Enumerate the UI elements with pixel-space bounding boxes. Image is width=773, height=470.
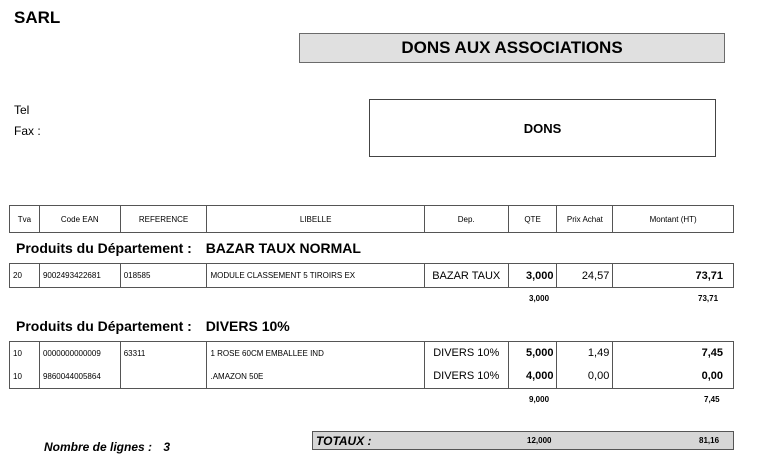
totals-label: TOTAUX :	[316, 434, 372, 448]
cell-dep: DIVERS 10%	[425, 342, 509, 364]
col-header-dep: Dep.	[425, 206, 509, 232]
table-header	[9, 205, 734, 233]
table-row	[10, 364, 733, 388]
cell-dep: BAZAR TAUX	[425, 264, 509, 287]
col-header-montant: Montant (HT)	[649, 214, 697, 224]
col-header-prix-achat: Prix Achat	[557, 206, 613, 232]
cell-libelle: MODULE CLASSEMENT 5 TIROIRS EX	[207, 264, 424, 287]
cell-ean: 0000000000009	[40, 342, 121, 364]
cell-qte: 3,000	[509, 264, 558, 287]
cell-prix-achat: 0,00	[557, 364, 613, 388]
client-box	[369, 99, 716, 157]
cell-qte: 5,000	[509, 342, 558, 364]
section-1-table	[9, 263, 734, 288]
company-name: SARL	[14, 8, 61, 27]
cell-tva: 20	[10, 264, 40, 287]
col-header-reference: REFERENCE	[121, 206, 208, 232]
cell-reference: 63311	[121, 342, 208, 364]
totals-montant: 81,16	[699, 436, 720, 445]
cell-dep: DIVERS 10%	[425, 364, 509, 388]
document-title	[299, 33, 725, 63]
line-count	[44, 440, 170, 454]
line-count-value: 3	[163, 440, 171, 454]
totals-qte: 12,000	[527, 436, 552, 445]
cell-qte: 4,000	[509, 364, 558, 388]
cell-tva: 10	[10, 364, 40, 388]
cell-libelle: 1 ROSE 60CM EMBALLEE IND	[207, 342, 424, 364]
cell-tva: 10	[10, 342, 40, 364]
cell-reference	[121, 364, 208, 388]
table-row	[10, 342, 733, 364]
cell-reference: 018585	[121, 264, 208, 287]
col-header-ean: Code EAN	[40, 206, 121, 232]
col-header-tva: Tva	[10, 206, 40, 232]
section-2-table	[9, 341, 734, 389]
section-label: Produits du Département :	[16, 318, 192, 334]
cell-montant: 7,45	[701, 347, 724, 359]
document-title-text: DONS AUX ASSOCIATIONS	[401, 38, 623, 57]
cell-libelle: .AMAZON 50E	[207, 364, 424, 388]
totals-bar	[312, 431, 734, 450]
fax-label: Fax :	[14, 124, 41, 138]
section-title-1	[16, 240, 361, 256]
section-title-2	[16, 318, 290, 334]
section-department: DIVERS 10%	[205, 318, 290, 334]
col-header-libelle: LIBELLE	[207, 206, 424, 232]
col-header-qte: QTE	[509, 206, 558, 232]
cell-montant: 73,71	[695, 269, 724, 282]
subtotal-montant: 73,71	[698, 294, 719, 303]
line-count-label: Nombre de lignes :	[44, 440, 153, 454]
subtotal-qte: 3,000	[529, 294, 550, 303]
cell-ean: 9002493422681	[40, 264, 121, 287]
cell-prix-achat: 24,57	[557, 264, 613, 287]
section-label: Produits du Département :	[16, 240, 192, 256]
cell-prix-achat: 1,49	[557, 342, 613, 364]
cell-ean: 9860044005864	[40, 364, 121, 388]
subtotal-qte: 9,000	[529, 395, 550, 404]
table-row	[10, 264, 733, 287]
tel-label: Tel	[14, 103, 30, 117]
subtotal-montant: 7,45	[704, 395, 720, 404]
client-name: DONS	[523, 120, 562, 136]
section-department: BAZAR TAUX NORMAL	[205, 240, 361, 256]
cell-montant: 0,00	[701, 370, 724, 382]
